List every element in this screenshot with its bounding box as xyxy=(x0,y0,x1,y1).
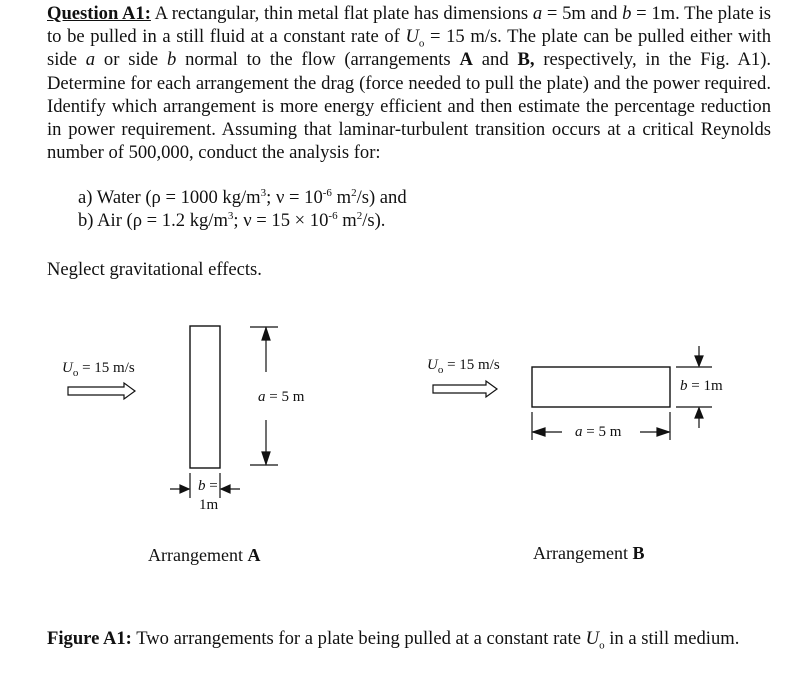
caption-arrangement-b: Arrangement B xyxy=(533,543,645,563)
question-sentence-5: normal to the flow (arrangements xyxy=(185,49,451,71)
figure-caption-tail: in a still medium. xyxy=(609,628,740,649)
plate-arrangement-a xyxy=(190,326,220,468)
flow-arrow-right xyxy=(433,381,497,397)
case-water: a) Water (ρ = 1000 $kg/m^3$; $\nu = 10^{-6}$ $m^2/s$) and xyxy=(78,186,407,208)
dimension-a-symbol: a xyxy=(532,3,543,24)
plate-arrangement-b xyxy=(532,367,670,407)
velocity-value: = 15 m/s. xyxy=(430,26,502,48)
neglect-note: Neglect gravitational effects. xyxy=(47,259,262,280)
figure-caption-text: Two arrangements for a plate being pulled at a constant rate xyxy=(136,628,581,649)
dimension-a-label-right: a = 5 m xyxy=(575,424,622,440)
velocity-symbol: U xyxy=(405,26,419,48)
dimension-b-label-left: b = xyxy=(198,478,218,494)
figure-caption-label: Figure A1: xyxy=(47,628,132,649)
figure-caption xyxy=(47,627,771,650)
question-sentence-2: The plate is to be pulled in a still fluid at a constant rate of xyxy=(47,3,772,48)
dimension-a-value: = 5m and xyxy=(546,3,618,24)
side-a-symbol: a xyxy=(85,49,96,71)
velocity-subscript: o xyxy=(418,37,425,50)
side-b-symbol: b xyxy=(167,49,177,71)
caption-arrangement-a: Arrangement A xyxy=(148,545,261,565)
case-air: b) Air (ρ = 1.2 $kg/m^3$; $\nu = 15 \times 10^{-6}$ $m^2/s$). xyxy=(78,209,386,231)
arrangement-a-ref: A xyxy=(459,49,473,71)
question-intro: A rectangular, thin metal flat plate has dimensions xyxy=(154,3,529,24)
dimension-b-value-left: 1m xyxy=(199,497,219,513)
dimension-b-label-right: b = 1m xyxy=(680,378,723,394)
question-sentence-6: respectively, in the Fig. A1). Determine for each arrangement the drag (force needed to pull the plate) and the power required. Identify which arrangement is more energy efficient and then estimate the percentage reduction in power requirement. Assuming that laminar-turbulent transition occurs at a critical Reynolds number of 500,000, conduct the analysis for: xyxy=(47,49,772,164)
dimension-a-label-left: a = 5 m xyxy=(258,389,305,405)
dimension-b-symbol: b xyxy=(622,3,632,24)
question-sentence-3: The plate can be pulled either with side xyxy=(47,26,772,71)
figure-caption-velocity-sub: o xyxy=(599,639,605,652)
question-label: Question A1: xyxy=(47,3,151,24)
velocity-label-right: $U_o = 15$ m/s xyxy=(427,357,500,376)
figure-caption-velocity: U xyxy=(585,628,600,649)
question-and: and xyxy=(481,49,509,71)
question-sentence-4: or side xyxy=(103,49,159,71)
flow-arrow-left xyxy=(68,383,135,399)
arrangement-b-ref: B, xyxy=(517,49,535,71)
velocity-label-left: $U_o = 15$ m/s xyxy=(62,360,135,379)
dimension-b-value: = 1m. xyxy=(636,3,680,24)
